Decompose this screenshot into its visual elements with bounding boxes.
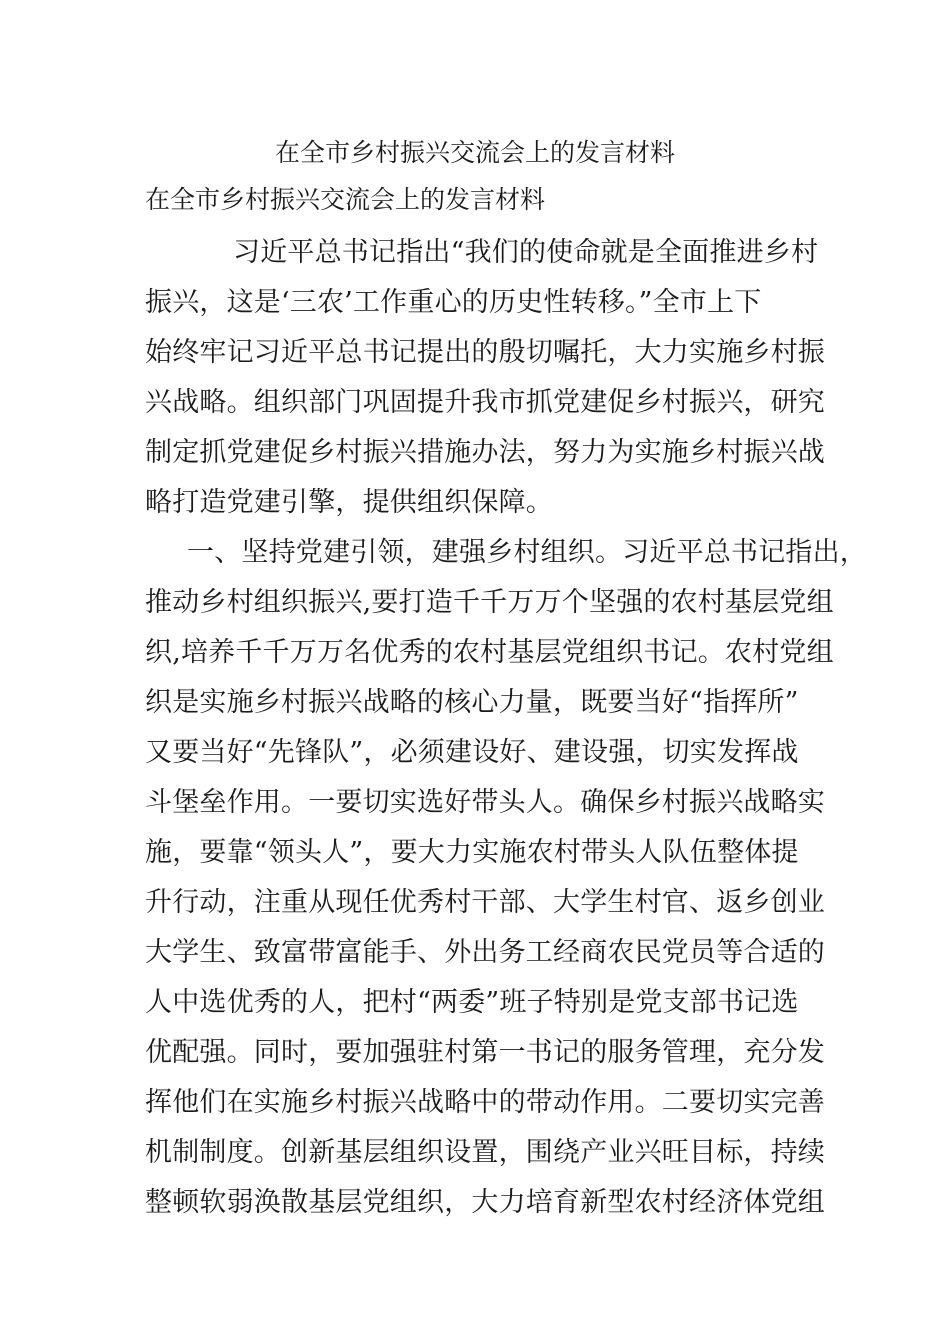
paragraph-line: 织是实施乡村振兴战略的核心力量，既要当好“指挥所” bbox=[145, 687, 799, 718]
paragraph-line: 施，要靠“领头人”，要大力实施农村带头人队伍整体提 bbox=[145, 837, 799, 868]
paragraph-line: 制定抓党建促乡村振兴措施办法，努力为实施乡村振兴战 bbox=[145, 437, 825, 468]
paragraph-line: 略打造党建引擎，提供组织保障。 bbox=[145, 487, 553, 518]
paragraph-line: 优配强。同时，要加强驻村第一书记的服务管理，充分发 bbox=[145, 1037, 825, 1068]
paragraph-line: 升行动，注重从现任优秀村干部、大学生村官、返乡创业 bbox=[145, 887, 825, 918]
paragraph-line: 习近平总书记指出“我们的使命就是全面推进乡村 bbox=[233, 237, 819, 268]
paragraph-line: 斗堡垒作用。一要切实选好带头人。确保乡村振兴战略实 bbox=[145, 787, 825, 818]
paragraph-line: 一、坚持党建引领，建强乡村组织。习近平总书记指出， bbox=[187, 537, 867, 568]
paragraph-line: 始终牢记习近平总书记提出的殷切嘱托，大力实施乡村振 bbox=[145, 337, 825, 368]
paragraph-line: 机制制度。创新基层组织设置，围绕产业兴旺目标，持续 bbox=[145, 1137, 825, 1168]
paragraph-line: 推动乡村组织振兴,要打造千千万万个坚强的农村基层党组 bbox=[145, 587, 834, 618]
document-title: 在全市乡村振兴交流会上的发言材料 bbox=[274, 138, 675, 167]
paragraph-line: 又要当好“先锋队”，必须建设好、建设强，切实发挥战 bbox=[145, 737, 799, 768]
paragraph-section-one bbox=[145, 528, 867, 1228]
paragraph-line: 人中选优秀的人，把村“两委”班子特别是党支部书记选 bbox=[145, 987, 799, 1018]
paragraph-line: 振兴，这是‘三农’工作重心的历史性转移。”全市上下 bbox=[145, 287, 762, 318]
paragraph-line: 挥他们在实施乡村振兴战略中的带动作用。二要切实完善 bbox=[145, 1087, 825, 1118]
paragraph-line: 大学生、致富带富能手、外出务工经商农民党员等合适的 bbox=[145, 937, 825, 968]
document-subtitle: 在全市乡村振兴交流会上的发言材料 bbox=[145, 185, 546, 214]
paragraph-line: 整顿软弱涣散基层党组织，大力培育新型农村经济体党组 bbox=[145, 1187, 825, 1218]
paragraph-intro bbox=[145, 228, 825, 528]
paragraph-line: 织,培养千千万万名优秀的农村基层党组织书记。农村党组 bbox=[145, 637, 834, 668]
paragraph-line: 兴战略。组织部门巩固提升我市抓党建促乡村振兴，研究 bbox=[145, 387, 825, 418]
